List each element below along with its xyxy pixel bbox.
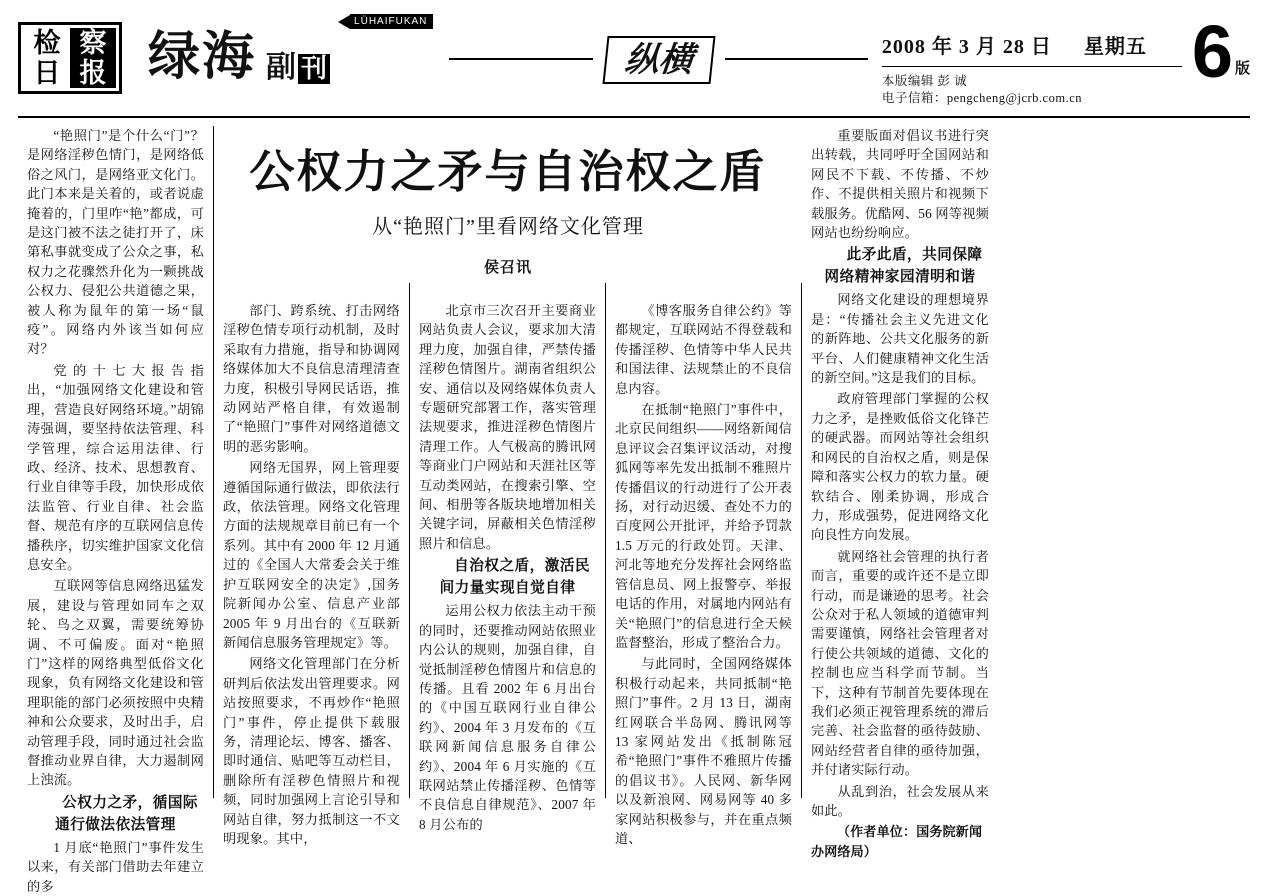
page-number-unit: 版 <box>1234 61 1250 77</box>
article-column-5 <box>802 126 998 859</box>
issue-editor: 本版编辑 彭 诚 <box>881 74 968 88</box>
paragraph: 就网络社会管理的执行者而言，重要的或许还不是立即行动，而是谦逊的思考。社会公众对于私人领域的道德审判需要谨慎，网络社会管理者对行使公共领域的道德、文化的控制也应当科学而节制。当下，这种有节制首先要体现在我们必须正视管理系统的滞后完善、社会监督的亟待鼓励、网站经营者自律的亟待加强，并付诸实际行动。 <box>811 548 989 778</box>
section-subhead: 公权力之矛，循国际通行做法依法管理 <box>55 794 199 833</box>
issue-date: 2008 年 3 月 28 日 <box>881 36 1052 58</box>
paragraph: 网络文化建设的理想境界是：“传播社会主义先进文化的新阵地、公共文化服务的新平台、人们健康精神文化生活的新空间。”这是我们的目标。 <box>811 292 989 386</box>
paragraph: 网络无国界，网上管理要遵循国际通行做法，即依法行政，依法管理。网络文化管理方面的法规规章目前已有一个系列。其中有 2000 年 12 月通过的《全国人大常委会关于维护互联网安全的决定》,国务院新闻办公室、信息产业部 2005 年 9 月出台的《互联新新闻信息服务管理规定》等。 <box>223 460 400 650</box>
paragraph: 互联网等信息网络迅猛发展，建设与管理如同车之双轮、鸟之双翼，需要统筹协调、不可偏废。面对“艳照门”这样的网络典型低俗文化现象，负有网络文化建设和管理职能的部门必须按照中央精神和公众要求，及时出手，启动管理手段，同时通过社会监督推动业界自律，大力遏制网上浊流。 <box>27 578 204 788</box>
paragraph: 在抵制“艳照门”事件中，北京民间组织——网络新闻信息评议会召集评议活动，对搜狐网等率先发出抵制不雅照片传播倡议的行动进行了公开表扬，对行动迟缓、查处不力的百度网公开批评，并给予罚款 1.5 万元的行政处罚。天津、河北等地充分发挥社会网络监管信息员、网上报警亭、举报电话的作用，对属地内网站有关“艳照门”的信息进行全天候监督整治，形成了整治合力。 <box>615 402 792 650</box>
issue-email: 电子信箱：pengcheng@jcrb.com.cn <box>881 91 1082 105</box>
section-subhead: 自治权之盾，激活民间力量实现自觉自律 <box>439 558 591 597</box>
paragraph: 政府管理部门掌握的公权力之矛，是挫败低俗文化锋芒的硬武器。而网站等社会组织和网民的自治权之盾，则是保障和落实公权力的软力量。硬软结合、刚柔协调，形成合力，形成强势，促进网络文化向良性方向发展。 <box>811 391 989 543</box>
author-affiliation: （作者单位：国务院新闻办网络局） <box>811 824 983 859</box>
logo-char-3: 日 <box>33 58 61 88</box>
pinyin-flag <box>338 14 433 29</box>
paragraph: 从乱到治，社会发展从来如此。 <box>811 783 989 818</box>
paragraph: 网络文化管理部门在分析研判后依法发出管理要求。网站按照要求，不再炒作“艳照门”事件，停止提供下载服务，清理论坛、博客、播客、即时通信、贴吧等互动栏目，删除所有淫秽色情照片和视频，同时加强网上言论引导和网站自律，努力抵制这一不文明现象。其中， <box>223 656 400 846</box>
issue-info <box>882 30 1182 107</box>
paragraph: 《博客服务自律公约》等都规定，互联网站不得登载和传播淫秽、色情等中华人民共和国法律、法规禁止的不良信息内容。 <box>615 303 792 396</box>
brand-title <box>148 29 330 86</box>
masthead-rule-left <box>449 58 592 60</box>
paragraph: 部门、跨系统、打击网络淫秽色情专项行动机制，及时采取有力措施，指导和协调网络媒体加大不良信息清理清查力度，积极引导网民话语，推动网站严格自律，有效遏制了“艳照门”事件对网络道德文明的恶劣影响。 <box>223 303 400 454</box>
page-number-block <box>1191 10 1250 93</box>
issue-weekday: 星期五 <box>1083 36 1147 58</box>
masthead-rule-right <box>725 58 868 60</box>
paragraph: 党的十七大报告指出，“加强网络文化建设和管理，营造良好网络环境。”胡锦涛强调，要坚持依法管理、科学管理，综合运用法律、行政、经济、技术、思想教育、行业自律等手段，加快形成依法监管、行业自律、社会监督、规范有序的互联网信息传播秩序，切实维护国家文化信息安全。 <box>27 362 204 572</box>
triangle-icon <box>338 15 350 29</box>
issue-date-row <box>882 30 1182 59</box>
paragraph: 北京市三次召开主要商业网站负责人会议，要求加大清理力度，加强自律，严禁传播淫秽色情图片。湖南省组织公安、通信以及网络媒体负责人专题研究部署工作，落实管理法规要求，推进淫秽色情图片清理工作。人气极高的腾讯网等商业门户网站和天涯社区等互动类网站，在搜索引擎、空间、相册等各版块地增加相关关键字词，屏蔽相关色情淫秽照片和信息。 <box>419 303 596 551</box>
page-title: 公权力之矛与自治权之盾 <box>249 147 767 197</box>
article-body <box>18 126 1250 894</box>
issue-divider <box>882 66 1182 67</box>
masthead <box>18 10 1250 112</box>
article-author: 侯召讯 <box>483 260 532 276</box>
paragraph: 与此同时，全国网络媒体积极行动起来，共同抵制“艳照门”事件。2 月 13 日，湖南红网联合半岛网、腾讯网等 13 家网站发出《抵制陈冠希“艳照门”事件不雅照片传播的倡议书》。人民网、新华网以及新浪网、网易网等 40 多家网站积极参与，并在重点频道、 <box>615 656 792 846</box>
logo-char-1: 检 <box>33 28 61 58</box>
masthead-bottom-rule <box>18 116 1250 118</box>
logo-char-2: 察 <box>70 28 116 58</box>
page-number: 6 <box>1191 10 1233 93</box>
brand-supplement <box>266 52 330 84</box>
logo-char-4: 报 <box>70 58 116 88</box>
brand-main: 绿海 <box>148 29 257 86</box>
section-subhead: 此矛此盾，共同保障网络精神家园清明和谐 <box>824 247 983 286</box>
paragraph: “艳照门”是个什么“门”？是网络淫秽色情门，是网络低俗之风门，是网络亚文化门。此门本来是关着的，或者说虚掩着的，门里咋“艳”都成，可是这门被不法之徒打开了，床第私事就变成了公众之事，私权力之花骤然升化为一颗挑战公权力、侵犯公共道德之果，被人称为鼠年的第一场“鼠疫”。网络内外该当如何应对？ <box>27 128 204 357</box>
article-column-1 <box>18 126 214 894</box>
section-name: 纵横 <box>602 36 715 84</box>
headline-block <box>214 126 802 283</box>
article-subtitle: 从“艳照门”里看网络文化管理 <box>372 216 644 238</box>
brand-sub-2: 刊 <box>298 54 330 84</box>
newspaper-logo <box>18 22 122 94</box>
brand-sub-1: 副 <box>266 51 297 84</box>
pinyin-label: LÜHAIFUKAN <box>350 14 433 29</box>
paragraph: 1 月底“艳照门”事件发生以来，有关部门借助去年建立的多 <box>27 839 204 894</box>
paragraph: 重要版面对倡议书进行突出转载，共同呼吁全国网站和网民不下载、不传播、不炒作、不提供相关照片和视频下载服务。优酷网、56 网等视频网站也纷纷响应。 <box>811 128 989 241</box>
paragraph: 运用公权力依法主动干预的同时，还要推动网站依照业内公认的规则，加强自律，自觉抵制淫秽色情图片和信息的传播。且看 2002 年 6 月出台的《中国互联网行业自律公约》、2004 年 3 月发布的《互联网新闻信息服务自律公约》、2004 年 6 月实施的《互联网站禁止传播淫秽、色情等不良信息自律规范》、2007 年 8 月公布的 <box>419 603 596 832</box>
